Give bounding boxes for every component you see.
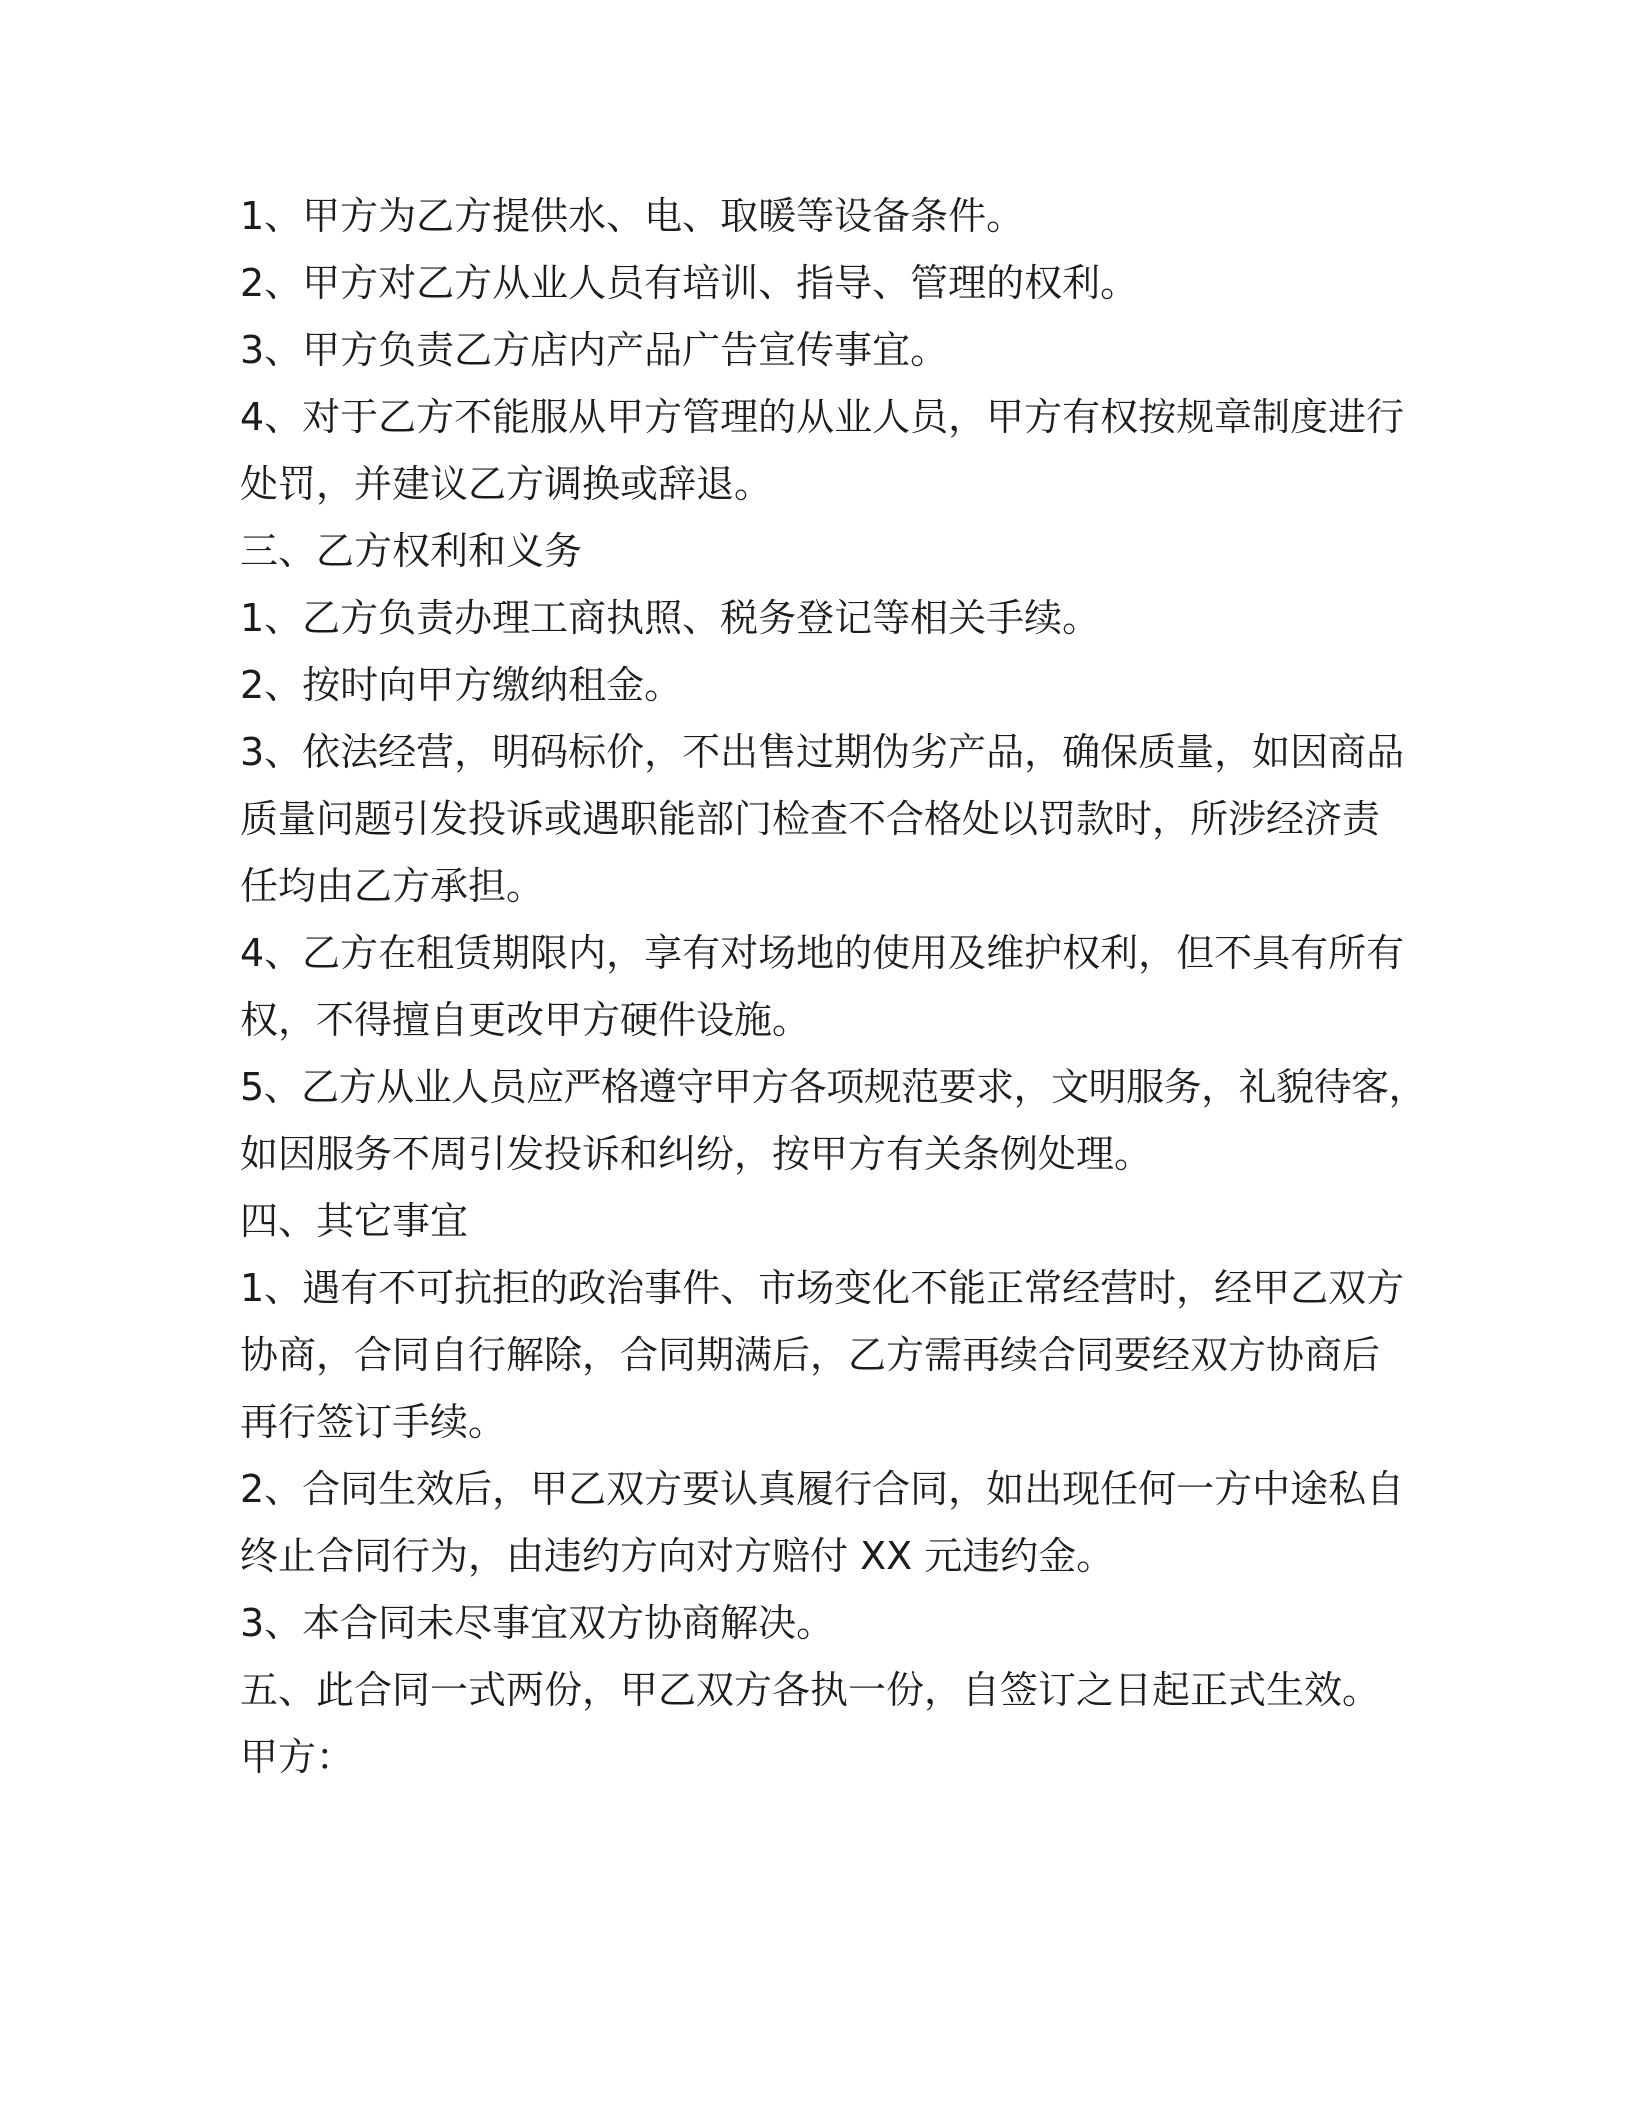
- text-line: 如因服务不周引发投诉和纠纷，按甲方有关条例处理。: [240, 1132, 1153, 1176]
- signature-label-party-a: 甲方：: [240, 1735, 355, 1779]
- text-line: 终止合同行为，由违约方向对方赔付 XX 元违约金。: [240, 1534, 1115, 1578]
- text-line: 1、甲方为乙方提供水、电、取暖等设备条件。: [240, 194, 1025, 238]
- text-line: 3、甲方负责乙方店内产品广告宣传事宜。: [240, 328, 949, 372]
- text-line: 处罚，并建议乙方调换或辞退。: [240, 462, 773, 506]
- text-line: 4、乙方在租赁期限内，享有对场地的使用及维护权利，但不具有所有: [240, 931, 1405, 975]
- text-line: 2、甲方对乙方从业人员有培训、指导、管理的权利。: [240, 261, 1139, 305]
- text-line: 权，不得擅自更改甲方硬件设施。: [240, 998, 811, 1042]
- text-line: 3、本合同未尽事宜双方协商解决。: [240, 1601, 835, 1645]
- text-line: 协商，合同自行解除，合同期满后，乙方需再续合同要经双方协商后: [240, 1333, 1381, 1377]
- text-line: 2、合同生效后，甲乙双方要认真履行合同，如出现任何一方中途私自: [240, 1467, 1405, 1511]
- text-line: 再行签订手续。: [240, 1400, 507, 1444]
- section-heading: 五、此合同一式两份，甲乙双方各执一份，自签订之日起正式生效。: [240, 1668, 1381, 1712]
- text-line: 质量问题引发投诉或遇职能部门检查不合格处以罚款时，所涉经济责: [240, 797, 1381, 841]
- text-line: 任均由乙方承担。: [240, 864, 545, 908]
- text-line: 2、按时向甲方缴纳租金。: [240, 663, 683, 707]
- section-heading: 四、其它事宜: [240, 1199, 469, 1243]
- text-line: 1、遇有不可抗拒的政治事件、市场变化不能正常经营时，经甲乙双方: [240, 1266, 1405, 1310]
- section-heading: 三、乙方权利和义务: [240, 529, 583, 573]
- text-line: 4、对于乙方不能服从甲方管理的从业人员，甲方有权按规章制度进行: [240, 395, 1405, 439]
- document-body: [240, 183, 1430, 1791]
- text-line: 5、乙方从业人员应严格遵守甲方各项规范要求，文明服务，礼貌待客，: [240, 1065, 1427, 1109]
- text-line: 3、依法经营，明码标价，不出售过期伪劣产品，确保质量，如因商品: [240, 730, 1405, 774]
- text-line: 1、乙方负责办理工商执照、税务登记等相关手续。: [240, 596, 1101, 640]
